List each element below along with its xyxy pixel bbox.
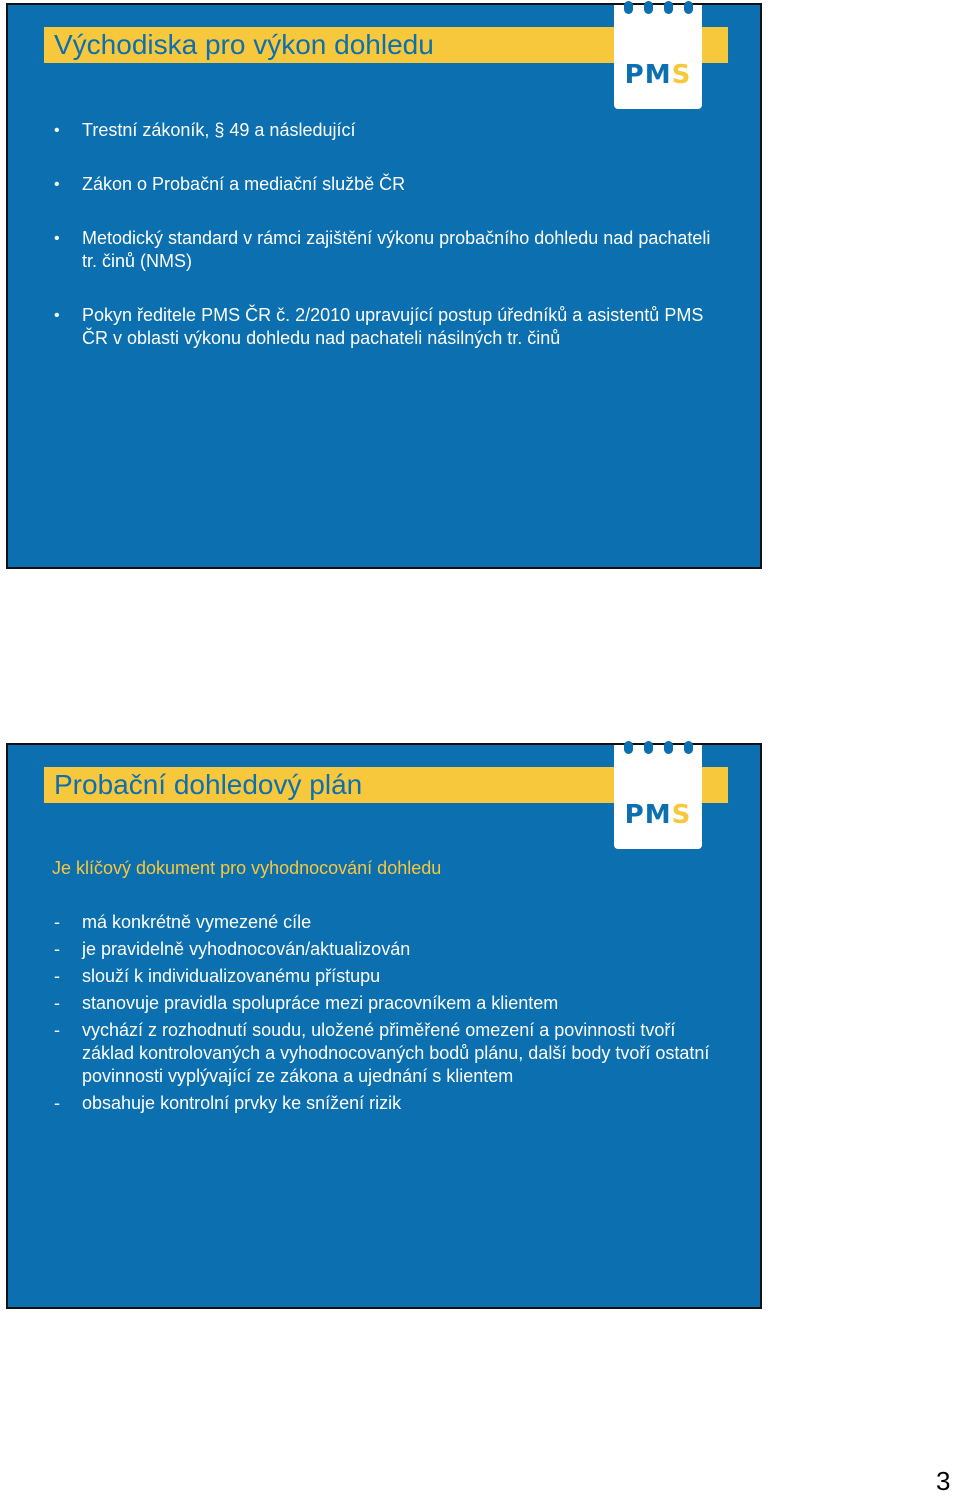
slide-2 [6,743,762,1309]
dash-list [52,911,722,1119]
bullet-item: • Metodický standard v rámci zajištění výkonu probačního dohledu nad pachateli tr. činů (NMS) [54,227,714,273]
pms-logo [614,745,702,849]
slide-1 [6,3,762,569]
page-number: 3 [936,1466,951,1496]
dash-item: - obsahuje kontrolní prvky ke snížení rizik [52,1092,722,1115]
dash-item: - stanovuje pravidla spolupráce mezi pracovníkem a klientem [52,992,722,1015]
binder-holes [622,5,698,19]
dash-item: - je pravidelně vyhodnocován/aktualizován [52,938,722,961]
slide-title: Probační dohledový plán [54,769,363,800]
slide-title: Východiska pro výkon dohledu [54,29,434,60]
binder-holes [622,745,698,759]
bullet-item: • Trestní zákoník, § 49 a následující [54,119,714,142]
bullet-item: • Pokyn ředitele PMS ČR č. 2/2010 upravující postup úředníků a asistentů PMS ČR v oblasti výkonu dohledu nad pachateli násilných tr. činů [54,304,714,350]
dash-item: - má konkrétně vymezené cíle [52,911,722,934]
slide-subtitle: Je klíčový dokument pro vyhodnocování dohledu [52,858,442,878]
pms-logo-mark: PMS [624,60,692,90]
bullet-list [54,119,714,381]
bullet-item: • Zákon o Probační a mediační službě ČR [54,173,714,196]
dash-item: - vychází z rozhodnutí soudu, uložené přiměřené omezení a povinnosti tvoří základ kontrolovaných a vyhodnocovaných bodů plánu, další body tvoří ostatní povinnosti vyplývající ze zákona a ujednání s klientem [52,1019,722,1088]
dash-item: - slouží k individualizovanému přístupu [52,965,722,988]
pms-logo [614,5,702,109]
pms-logo-mark: PMS [624,800,692,830]
